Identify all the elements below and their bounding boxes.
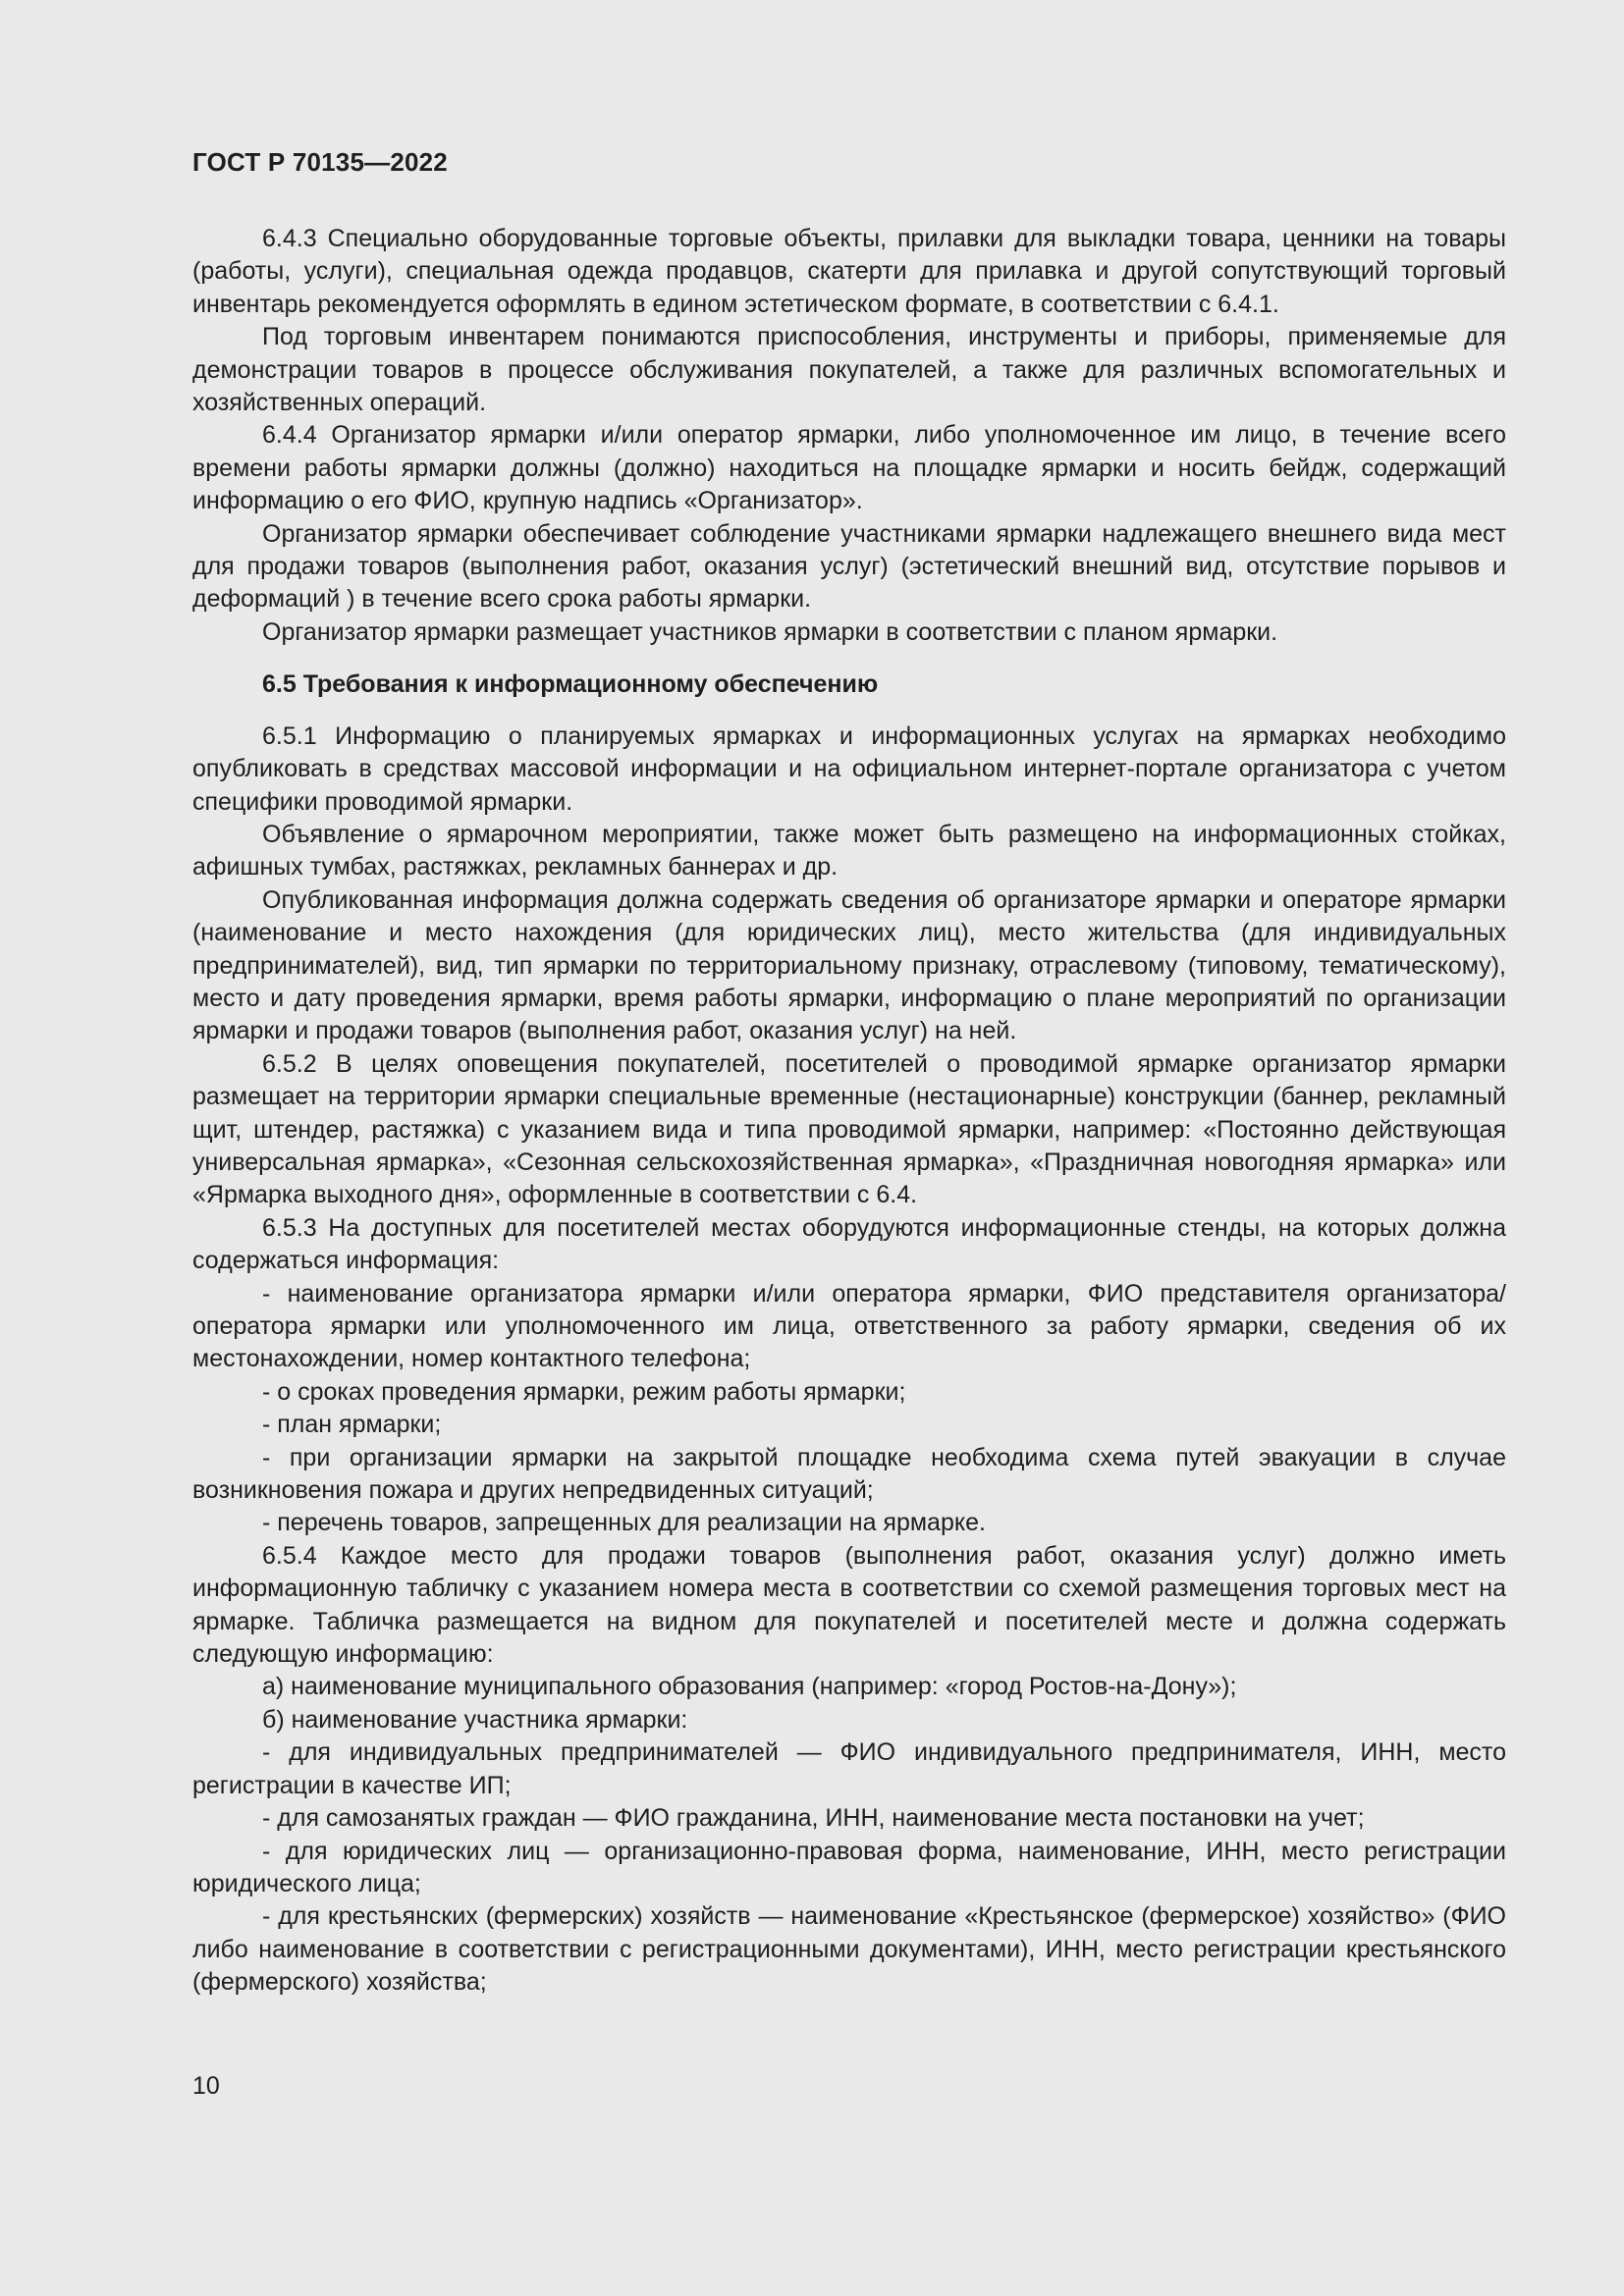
paragraph-participant-placement: Организатор ярмарки размещает участников ярмарки в соответствии с планом ярмарки. <box>262 617 1278 646</box>
list-item-evacuation-scheme: - при организации ярмарки на закрытой площадке необходима схема путей эвакуации в случае возникновения пожара и других непредвиденных ситуаций; <box>192 1443 1506 1505</box>
document-code-header: ГОСТ Р 70135—2022 <box>192 147 448 177</box>
list-item-self-employed: - для самозанятых граждан — ФИО гражданина, ИНН, наименование места постановки на учет; <box>262 1804 1365 1833</box>
page-number: 10 <box>192 2072 220 2100</box>
paragraph-appearance-compliance: Организатор ярмарки обеспечивает соблюдение участниками ярмарки надлежащего внешнего вида мест для продажи товаров (выполнения работ, оказания услуг) (эстетический внешний вид, отсутствие порывов и деформаций ) в течение всего срока работы ярмарки. <box>192 519 1506 614</box>
document-body <box>192 223 1506 2000</box>
list-item-individual-entrepreneurs: - для индивидуальных предпринимателей — ФИО индивидуального предпринимателя, ИНН, место регистрации в качестве ИП; <box>192 1738 1506 1799</box>
list-item-fair-plan: - план ярмарки; <box>262 1411 442 1439</box>
section-heading-6-5: 6.5 Требования к информационному обеспечению <box>262 670 879 699</box>
list-item-participant-name: б) наименование участника ярмарки: <box>262 1705 688 1734</box>
paragraph-announcement: Объявление о ярмарочном мероприятии, также может быть размещено на информационных стойках, афишных тумбах, растяжках, рекламных баннерах и др. <box>192 820 1506 881</box>
paragraph-trade-inventory-definition: Под торговым инвентарем понимаются приспособления, инструменты и приборы, применяемые для демонстрации товаров в процессе обслуживания покупателей, а также для различных вспомогательных и хозяйственных операций. <box>192 323 1506 417</box>
paragraph-6-5-3: 6.5.3 На доступных для посетителей местах оборудуются информационные стенды, на которых должна содержаться информация: <box>192 1213 1506 1275</box>
paragraph-6-5-2: 6.5.2 В целях оповещения покупателей, посетителей о проводимой ярмарке организатор ярмарки размещает на территории ярмарки специальные временные (нестационарные) конструкции (баннер, рекламный щит, штендер, растяжка) с указанием вида и типа проводимой ярмарки, например: «Постоянно действующая универсальная ярмарка», «Сезонная сельскохозяйственная ярмарка», «Праздничная новогодняя ярмарка» или «Ярмарка выходного дня», оформленные в соответствии с 6.4. <box>192 1049 1506 1209</box>
list-item-municipality: а) наименование муниципального образования (например: «город Ростов-на-Дону»); <box>262 1673 1237 1701</box>
paragraph-6-5-1: 6.5.1 Информацию о планируемых ярмарках и информационных услугах на ярмарках необходимо опубликовать в средствах массовой информации и на официальном интернет-портале организатора с учетом специфики проводимой ярмарки. <box>192 721 1506 816</box>
list-item-farm-households: - для крестьянских (фермерских) хозяйств — наименование «Крестьянское (фермерское) хозяйство» (ФИО либо наименование в соответствии с регистрационными документами), ИНН, место регистрации крестьянского (фермерского) хозяйства; <box>192 1902 1506 1997</box>
list-item-legal-entities: - для юридических лиц — организационно-правовая форма, наименование, ИНН, место регистрации юридического лица; <box>192 1837 1506 1897</box>
list-item-fair-schedule: - о сроках проведения ярмарки, режим работы ярмарки; <box>262 1377 906 1406</box>
list-item-organizer-name: - наименование организатора ярмарки и/или оператора ярмарки, ФИО представителя организатора/оператора ярмарки или уполномоченного им лица, ответственного за работу ярмарки, сведения об их местонахождении, номер контактного телефона; <box>192 1279 1506 1373</box>
paragraph-6-5-4: 6.5.4 Каждое место для продажи товаров (выполнения работ, оказания услуг) должно иметь информационную табличку с указанием номера места в соответствии со схемой размещения торговых мест на ярмарке. Табличка размещается на видном для покупателей и посетителей месте и должна содержать следующую информацию: <box>192 1541 1506 1669</box>
list-item-prohibited-goods: - перечень товаров, запрещенных для реализации на ярмарке. <box>262 1509 986 1537</box>
paragraph-published-info: Опубликованная информация должна содержать сведения об организаторе ярмарки и операторе ярмарки (наименование и место нахождения (для юридических лиц), место жительства (для индивидуальных предпринимателей), вид, тип ярмарки по территориальному признаку, отраслевому (типовому, тематическому), место и дату проведения ярмарки, время работы ярмарки, информацию о плане мероприятий по организации ярмарки и продажи товаров (выполнения работ, оказания услуг) на ней. <box>192 885 1506 1045</box>
paragraph-6-4-3: 6.4.3 Специально оборудованные торговые объекты, прилавки для выкладки товара, ценники на товары (работы, услуги), специальная одежда продавцов, скатерти для прилавка и другой сопутствующий торговый инвентарь рекомендуется оформлять в едином эстетическом формате, в соответствии с 6.4.1. <box>192 225 1506 318</box>
paragraph-6-4-4: 6.4.4 Организатор ярмарки и/или оператор ярмарки, либо уполномоченное им лицо, в течение всего времени работы ярмарки должны (должно) находиться на площадке ярмарки и носить бейдж, содержащий информацию о его ФИО, крупную надпись «Организатор». <box>192 421 1506 515</box>
